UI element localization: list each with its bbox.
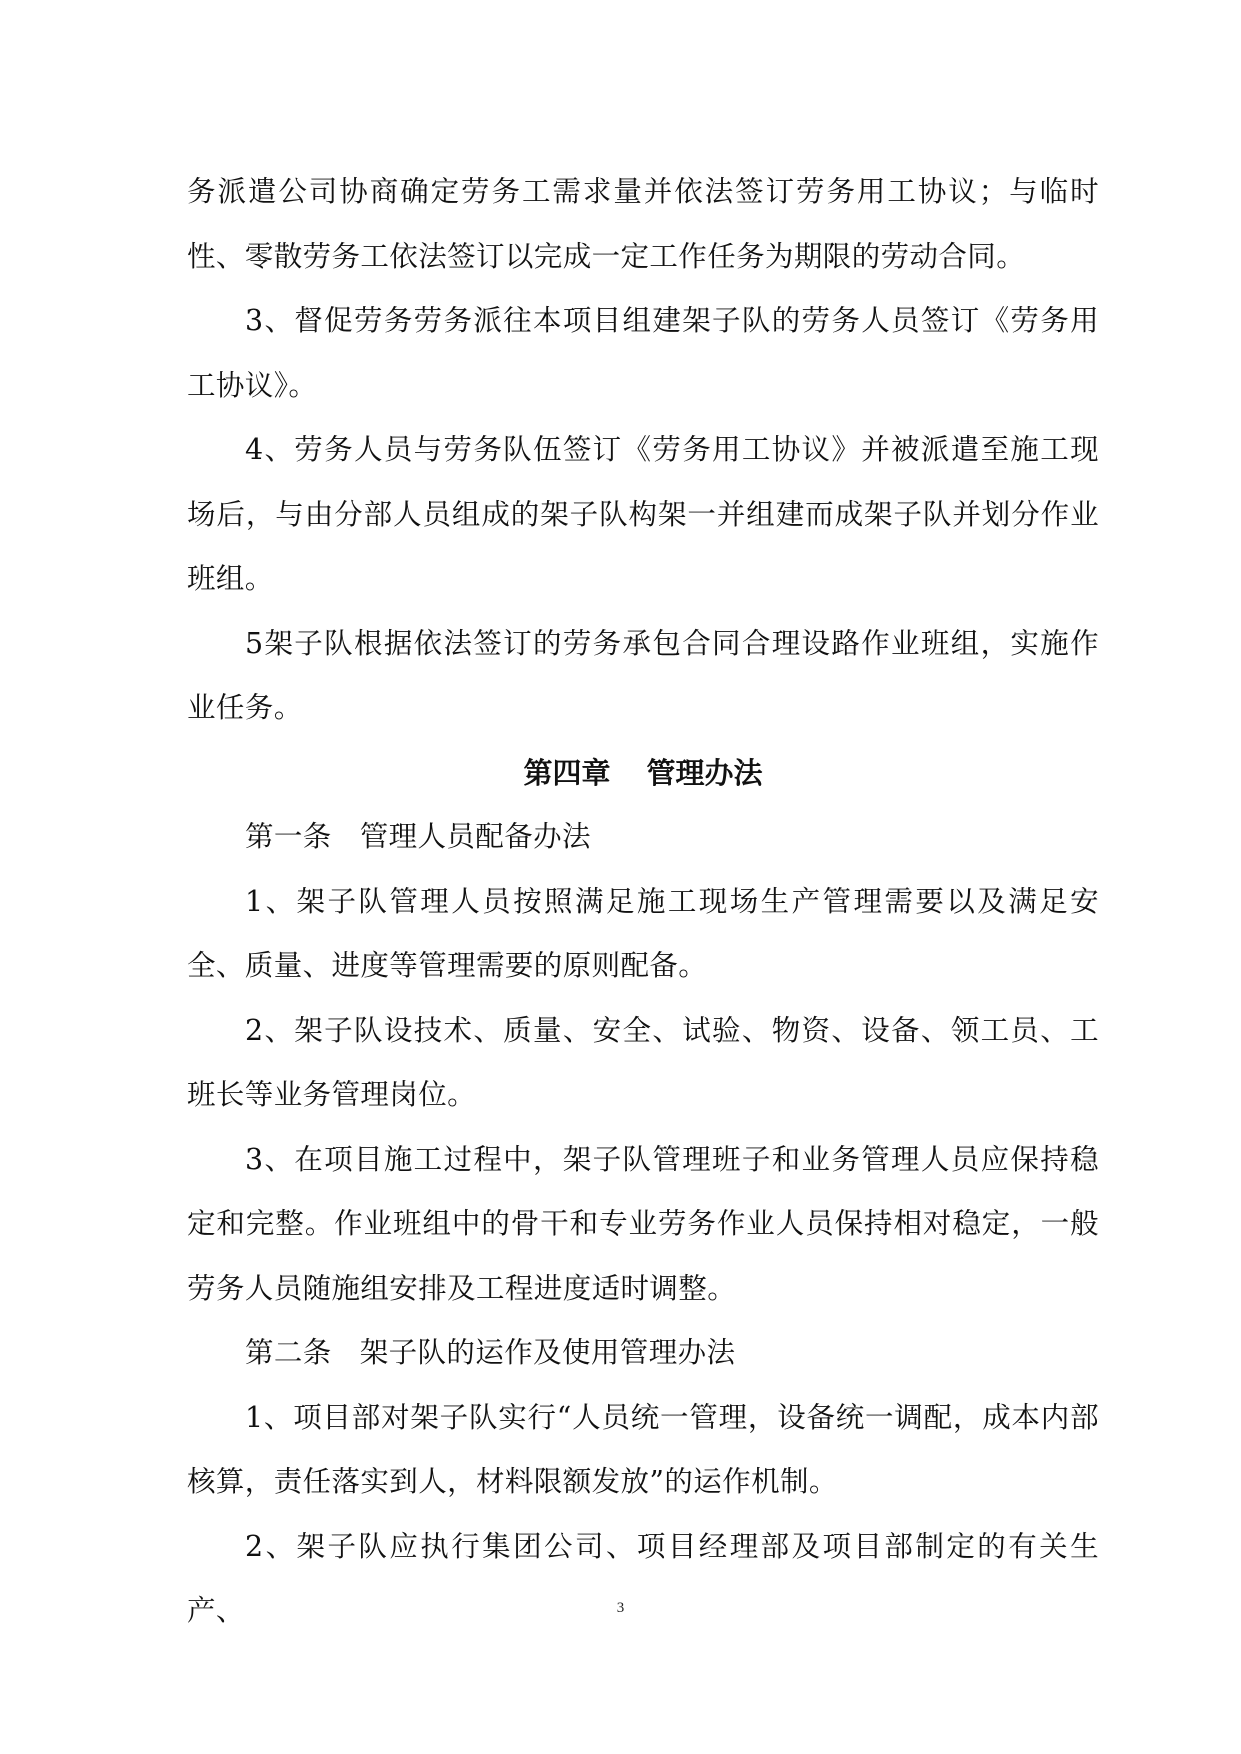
article2-item-1: 1、项目部对架子队实行“人员统一管理，设备统一调配，成本内部核算，责任落实到人，材料限额发放”的运作机制。	[187, 1400, 1099, 1498]
document-body	[187, 160, 1099, 1644]
article1-item-2: 2、架子队设技术、质量、安全、试验、物资、设备、领工员、工班长等业务管理岗位。	[187, 1013, 1099, 1111]
article-number: 第一条	[245, 820, 332, 853]
article1-item-1: 1、架子队管理人员按照满足施工现场生产管理需要以及满足安全、质量、进度等管理需要的原则配备。	[187, 884, 1099, 982]
article-heading-2	[187, 1321, 1099, 1386]
paragraph-item-5: 5架子队根据依法签订的劳务承包合同合理设路作业班组，实施作业任务。	[187, 626, 1099, 724]
chapter-title: 管理办法	[646, 755, 763, 790]
paragraph-item-4: 4、劳务人员与劳务队伍签订《劳务用工协议》并被派遣至施工现场后，与由分部人员组成的架子队构架一并组建而成架子队并划分作业班组。	[187, 433, 1099, 595]
article-title: 管理人员配备办法	[359, 820, 591, 853]
article1-item-3: 3、在项目施工过程中，架子队管理班子和业务管理人员应保持稳定和完整。作业班组中的骨干和专业劳务作业人员保持相对稳定，一般劳务人员随施组安排及工程进度适时调整。	[187, 1142, 1099, 1305]
article2-item-2: 2、架子队应执行集团公司、项目经理部及项目部制定的有关生产、	[187, 1529, 1099, 1627]
article-number: 第二条	[245, 1336, 332, 1369]
article-title: 架子队的运作及使用管理办法	[359, 1336, 736, 1369]
paragraph-item-3: 3、督促劳务劳务派往本项目组建架子队的劳务人员签订《劳务用工协议》。	[187, 304, 1099, 402]
page-number: 3	[616, 1600, 625, 1616]
chapter-heading	[187, 741, 1099, 806]
chapter-number: 第四章	[523, 755, 611, 790]
paragraph-continued: 务派遣公司协商确定劳务工需求量并依法签订劳务用工协议；与临时性、零散劳务工依法签订以完成一定工作任务为期限的劳动合同。	[187, 175, 1099, 273]
article-heading-1	[187, 805, 1099, 870]
